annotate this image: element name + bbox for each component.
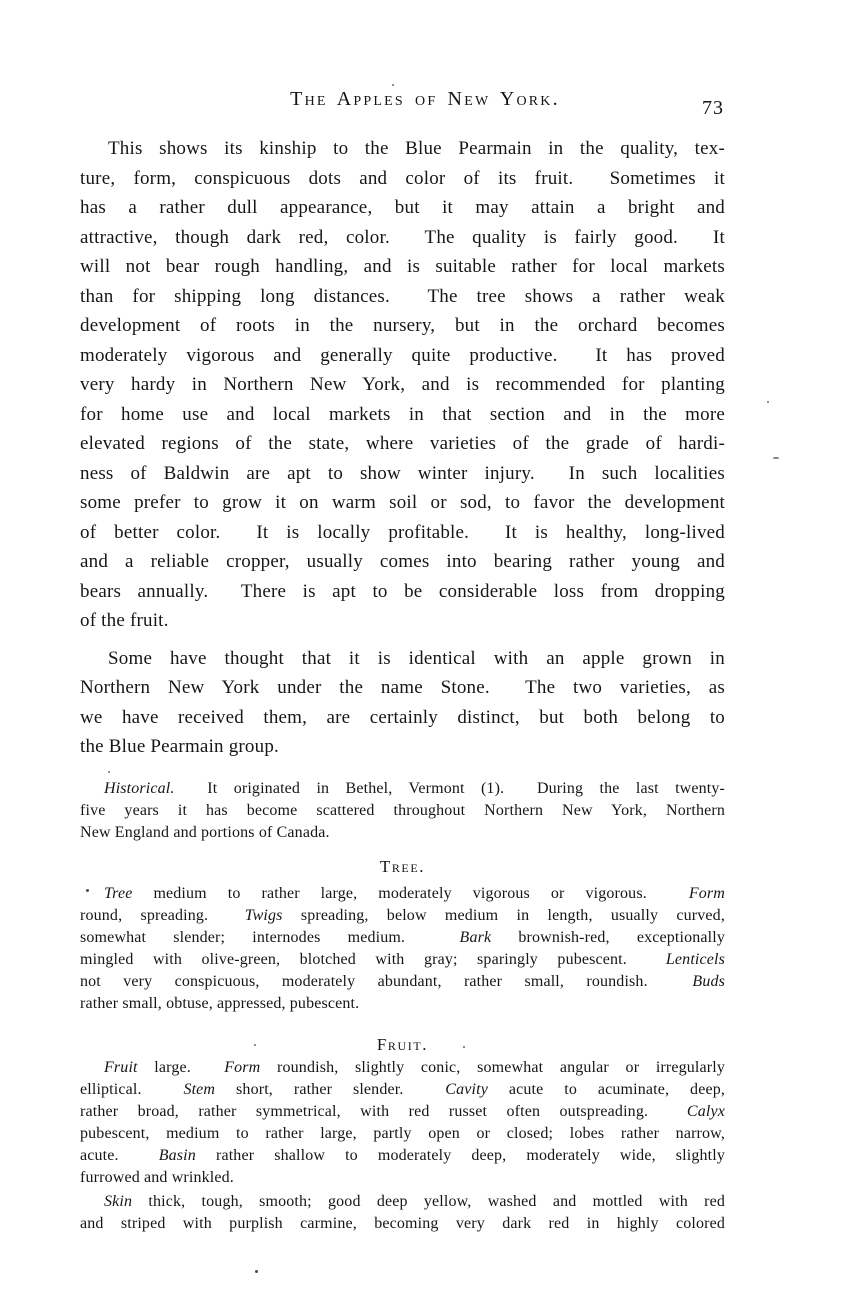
text-run: the Blue Pearmain group. [80, 736, 279, 757]
text-run: for home use and local markets in that section and in the more [80, 403, 725, 425]
text-line [80, 1057, 725, 1079]
scan-speck [767, 401, 769, 403]
text-run: acute. [80, 1146, 159, 1164]
page-body [80, 134, 725, 1235]
running-title: The Apples of New York. [290, 88, 560, 110]
italic-term: Calyx [686, 1102, 725, 1120]
text-run: has a rather dull appearance, but it may attain a bright and [80, 197, 725, 218]
intro-paragraph [80, 134, 725, 636]
text-line [80, 1079, 725, 1101]
text-run: rather shallow to moderately deep, moderately wide, slightly [195, 1146, 725, 1164]
text-run: rather small, obtuse, appressed, pubescent. [80, 994, 360, 1012]
text-run: attractive, though dark red, color. The quality is fairly good. It [80, 226, 725, 248]
text-run: than for shipping long distances. The tree shows a rather weak [80, 285, 725, 307]
text-line [80, 518, 725, 548]
text-line [80, 1213, 725, 1235]
text-run: ness of Baldwin are apt to show winter injury. In such localities [80, 462, 725, 484]
scan-speck [254, 1044, 256, 1046]
page-header [0, 86, 850, 119]
italic-term: Lenticels [665, 950, 725, 968]
tree-paragraph [80, 883, 725, 1015]
text-run: pubescent, medium to rather large, partly open or closed; lobes rather narrow, [80, 1124, 725, 1142]
text-run: large. [137, 1058, 225, 1076]
page-number: 73 [702, 97, 724, 119]
text-run: of the fruit. [80, 610, 169, 631]
text-line [80, 459, 725, 489]
text-run: Northern New York under the name Stone. The two varieties, as [80, 677, 725, 698]
text-line [80, 949, 725, 971]
text-run: spreading, below medium in length, usually curved, [282, 906, 725, 924]
text-line [80, 606, 725, 636]
text-run: This shows its kinship to the Blue Pearmain in the quality, tex- [108, 138, 725, 159]
text-run: somewhat slender; internodes medium. [80, 928, 460, 946]
text-line [80, 703, 725, 733]
text-line [80, 1167, 725, 1189]
scan-speck [392, 84, 394, 86]
text-run: round, spreading. [80, 906, 245, 924]
historical-paragraph [80, 778, 725, 844]
text-run: medium to rather large, moderately vigorous or vigorous. [132, 884, 689, 902]
text-run: Some have thought that it is identical with an apple grown in [108, 647, 725, 669]
tree-heading: Tree. [379, 856, 426, 876]
italic-term: Form [688, 884, 725, 902]
text-run: brownish-red, exceptionally [491, 928, 725, 946]
text-run: thick, tough, smooth; good deep yellow, washed and mottled with red [132, 1192, 725, 1210]
text-line [80, 971, 725, 993]
text-run: and a reliable cropper, usually comes into bearing rather young and [80, 551, 725, 572]
text-run: not very conspicuous, moderately abundant, rather small, roundish. [80, 972, 693, 990]
text-line [80, 673, 725, 703]
text-run: ture, form, conspicuous dots and color of its fruit. Sometimes it [80, 167, 725, 189]
text-run: short, rather slender. [215, 1080, 446, 1098]
text-run: It originated in Bethel, Vermont (1). During the last twenty- [174, 779, 725, 797]
italic-term: Twigs [244, 906, 283, 924]
italic-term: Buds [692, 972, 725, 990]
text-line [80, 341, 725, 371]
text-run: moderately vigorous and generally quite productive. It has proved [80, 344, 725, 366]
scan-speck [108, 771, 110, 773]
text-run: some prefer to grow it on warm soil or sod, to favor the development [80, 492, 725, 513]
text-run: will not bear rough handling, and is suitable rather for local markets [80, 256, 725, 277]
italic-term: Basin [158, 1146, 196, 1164]
italic-term: Stem [183, 1080, 216, 1098]
text-line [80, 905, 725, 927]
scan-speck [773, 457, 779, 459]
text-line [80, 732, 725, 762]
text-line [80, 1123, 725, 1145]
text-line [80, 800, 725, 822]
scan-speck [255, 1270, 258, 1273]
text-line [80, 778, 725, 800]
text-run: roundish, slightly conic, somewhat angular or irregularly [260, 1058, 725, 1076]
text-line [80, 993, 725, 1015]
text-line [80, 400, 725, 430]
text-line [80, 252, 725, 282]
text-line [80, 883, 725, 905]
text-run: very hardy in Northern New York, and is recommended for planting [80, 374, 725, 395]
skin-paragraph [80, 1191, 725, 1235]
scan-speck [463, 1046, 465, 1048]
text-line [80, 429, 725, 459]
text-line [80, 927, 725, 949]
text-run: development of roots in the nursery, but in the orchard becomes [80, 315, 725, 336]
text-line [80, 1191, 725, 1213]
text-line [80, 134, 725, 164]
text-run: rather broad, rather symmetrical, with red russet often outspreading. [80, 1102, 687, 1120]
stone-paragraph [80, 644, 725, 762]
text-line [80, 370, 725, 400]
text-run: acute to acuminate, deep, [487, 1080, 725, 1098]
text-run: and striped with purplish carmine, becoming very dark red in highly colored [80, 1214, 725, 1232]
text-line [80, 577, 725, 607]
text-run: New England and portions of Canada. [80, 823, 330, 841]
text-run: elliptical. [80, 1080, 184, 1098]
text-run: mingled with olive-green, blotched with gray; sparingly pubescent. [80, 950, 666, 968]
fruit-heading: Fruit. [376, 1034, 429, 1054]
italic-term: Cavity [445, 1080, 488, 1098]
text-line [80, 488, 725, 518]
italic-term: Form [224, 1058, 261, 1076]
italic-term: Bark [459, 928, 492, 946]
text-line [80, 164, 725, 194]
text-line [80, 822, 725, 844]
text-line [80, 311, 725, 341]
text-line [80, 223, 725, 253]
text-run: of better color. It is locally profitable. It is healthy, long-lived [80, 521, 725, 543]
text-run: we have received them, are certainly distinct, but both belong to [80, 706, 725, 728]
text-line [80, 1101, 725, 1123]
text-run: bears annually. There is apt to be considerable loss from dropping [80, 580, 725, 602]
text-line [80, 547, 725, 577]
text-line [80, 1145, 725, 1167]
italic-term: Fruit [104, 1058, 138, 1076]
text-line [80, 282, 725, 312]
text-run: elevated regions of the state, where varieties of the grade of hardi- [80, 433, 725, 454]
italic-term: Tree [104, 884, 133, 902]
text-line [80, 644, 725, 674]
italic-term: Skin [104, 1192, 133, 1210]
text-run: furrowed and wrinkled. [80, 1168, 234, 1186]
scan-speck [86, 889, 89, 892]
italic-term: Historical. [104, 779, 175, 797]
text-line [80, 193, 725, 223]
text-run: five years it has become scattered throughout Northern New York, Northern [80, 801, 725, 819]
fruit-paragraph [80, 1057, 725, 1189]
